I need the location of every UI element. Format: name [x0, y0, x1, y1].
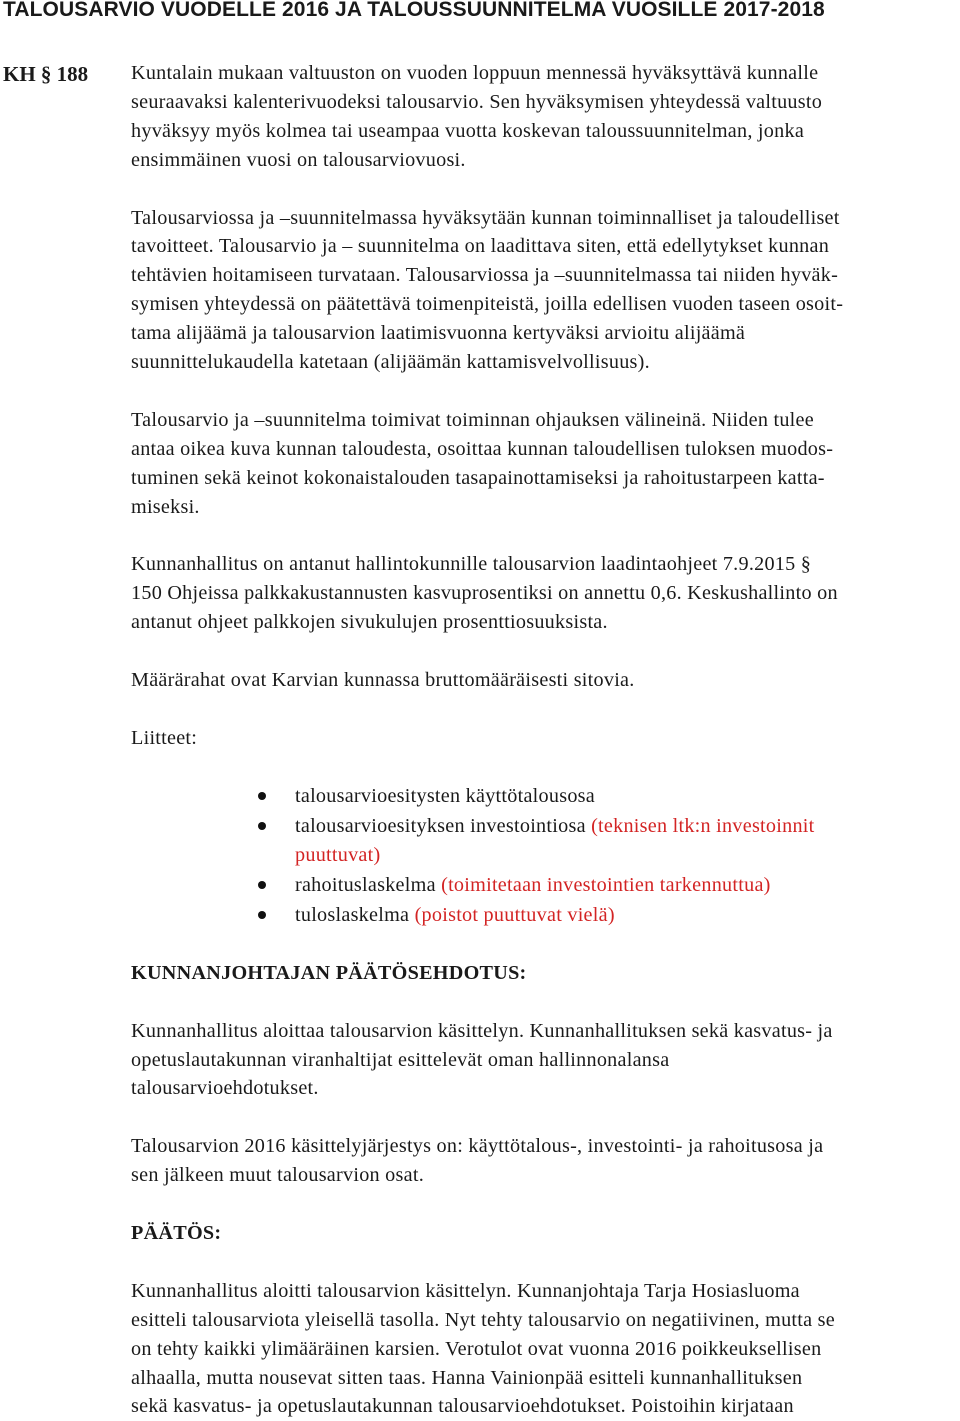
- text-line: hyväksyy myös kolmea tai useampaa vuotta koskevan taloussuunnitelman, jonka: [131, 119, 805, 142]
- attachment-note: (poistot puuttuvat vielä): [414, 904, 615, 927]
- text-line: opetuslautakunnan viranhaltijat esittelevät oman hallinnonalansa: [131, 1048, 670, 1071]
- attachments-list: [131, 782, 957, 930]
- attachment-text: talousarvioesitysten käyttötalousosa: [295, 784, 595, 807]
- text-line: 150 Ohjeissa palkkakustannusten kasvuprosentiksi on annettu 0,6. Keskushallinto on: [131, 582, 838, 605]
- text-line: antaa oikea kuva kunnan taloudesta, osoittaa kunnan taloudellisen tuloksen muodos-: [131, 437, 834, 460]
- text-line: alhaalla, mutta nousevat sitten taas. Hanna Vainionpää esitteli kunnanhallituksen: [131, 1366, 803, 1389]
- text-line: antanut ohjeet palkkojen sivukulujen prosenttiosuuksista.: [131, 611, 608, 634]
- paragraph-processing-order: [131, 1132, 957, 1190]
- document-body: [131, 59, 957, 1421]
- text-line: esitteli talousarviota yleisellä tasolla. Nyt tehty talousarvio on negatiivinen, mutta se: [131, 1308, 835, 1331]
- list-item: [131, 901, 957, 930]
- attachment-text: rahoituslaskelma: [295, 873, 442, 896]
- attachment-note: (toimitetaan investointien tarkennuttua): [441, 873, 771, 896]
- attachment-note: (teknisen ltk:n investoinnit: [591, 814, 815, 837]
- text-line: tuminen sekä keinot kokonaistalouden tasapainottamiseksi ja rahoitustarpeen katta-: [131, 466, 825, 489]
- text-line: Talousarvion 2016 käsittelyjärjestys on: käyttötalous-, investointi- ja rahoitusosa ja: [131, 1135, 824, 1158]
- text-line: on tehty kaikki ylimääräinen karsien. Verotulot ovat vuonna 2016 poikkeuksellisen: [131, 1337, 822, 1360]
- attachment-text: tuloslaskelma: [295, 904, 415, 927]
- text-line: sen jälkeen muut talousarvion osat.: [131, 1164, 424, 1187]
- text-line: Talousarviossa ja –suunnitelmassa hyväksytään kunnan toiminnalliset ja taloudelliset: [131, 206, 840, 229]
- text-line: sekä kasvatus- ja opetuslautakunnan talousarvioehdotukset. Poistoihin kirjataan: [131, 1395, 794, 1418]
- text-line: talousarvioehdotukset.: [131, 1077, 319, 1100]
- proposal-heading: KUNNANJOHTAJAN PÄÄTÖSEHDOTUS:: [131, 961, 527, 984]
- list-item: [131, 871, 957, 900]
- document-title: TALOUSARVIO VUODELLE 2016 JA TALOUSSUUNNITELMA VUOSILLE 2017-2018: [3, 0, 825, 21]
- paragraph-steering: [131, 406, 957, 522]
- text-line: ensimmäinen vuosi on talousarviovuosi.: [131, 148, 466, 171]
- text-line: tehtävien hoitamiseen turvataan. Talousarviossa ja –suunnitelmassa tai niiden hyväk-: [131, 264, 839, 287]
- text-line: Kunnanhallitus on antanut hallintokunnille talousarvion laadintaohjeet 7.9.2015 §: [131, 553, 812, 576]
- text-line: Talousarvio ja –suunnitelma toimivat toiminnan ohjauksen välineinä. Niiden tulee: [131, 408, 814, 431]
- text-line: tama alijäämä ja talousarvion laatimisvuonna kertyväksi arvioitu alijäämä: [131, 322, 746, 345]
- attachment-note-continued: puuttuvat): [295, 843, 381, 866]
- decision-heading: PÄÄTÖS:: [131, 1221, 222, 1244]
- text-line: Kunnanhallitus aloitti talousarvion käsittelyn. Kunnanjohtaja Tarja Hosiasluoma: [131, 1279, 800, 1302]
- section-number: KH § 188: [3, 62, 89, 86]
- text-line: Kuntalain mukaan valtuuston on vuoden loppuun mennessä hyväksyttävä kunnalle: [131, 62, 819, 84]
- paragraph-decision: [131, 1277, 957, 1421]
- text-line: Määrärahat ovat Karvian kunnassa bruttomääräisesti sitovia.: [131, 668, 635, 691]
- bullet-icon: [258, 822, 266, 830]
- bullet-icon: [258, 881, 266, 889]
- list-item: [131, 812, 957, 870]
- attachments-label: Liitteet:: [131, 726, 198, 749]
- text-line: symisen yhteydessä on päätettävä toimenpiteistä, joilla edellisen vuoden taseen osoit-: [131, 293, 844, 316]
- paragraph-appropriations: [131, 666, 957, 695]
- paragraph-goals: [131, 204, 957, 377]
- bullet-icon: [258, 911, 266, 919]
- list-item: [131, 782, 957, 811]
- paragraph-budget-law: [131, 59, 957, 175]
- text-line: tavoitteet. Talousarvio ja – suunnitelma on laadittava siten, että edellytykset kunnan: [131, 235, 830, 258]
- bullet-icon: [258, 792, 266, 800]
- text-line: suunnittelukaudella katetaan (alijäämän kattamisvelvollisuus).: [131, 351, 650, 374]
- text-line: seuraavaksi kalenterivuodeksi talousarvio. Sen hyväksymisen yhteydessä valtuusto: [131, 90, 823, 113]
- text-line: Kunnanhallitus aloittaa talousarvion käsittelyn. Kunnanhallituksen sekä kasvatus- ja: [131, 1019, 833, 1042]
- text-line: miseksi.: [131, 495, 200, 518]
- paragraph-proposal: [131, 1017, 957, 1104]
- attachment-text: talousarvioesityksen investointiosa: [295, 814, 592, 837]
- paragraph-guidelines: [131, 550, 957, 637]
